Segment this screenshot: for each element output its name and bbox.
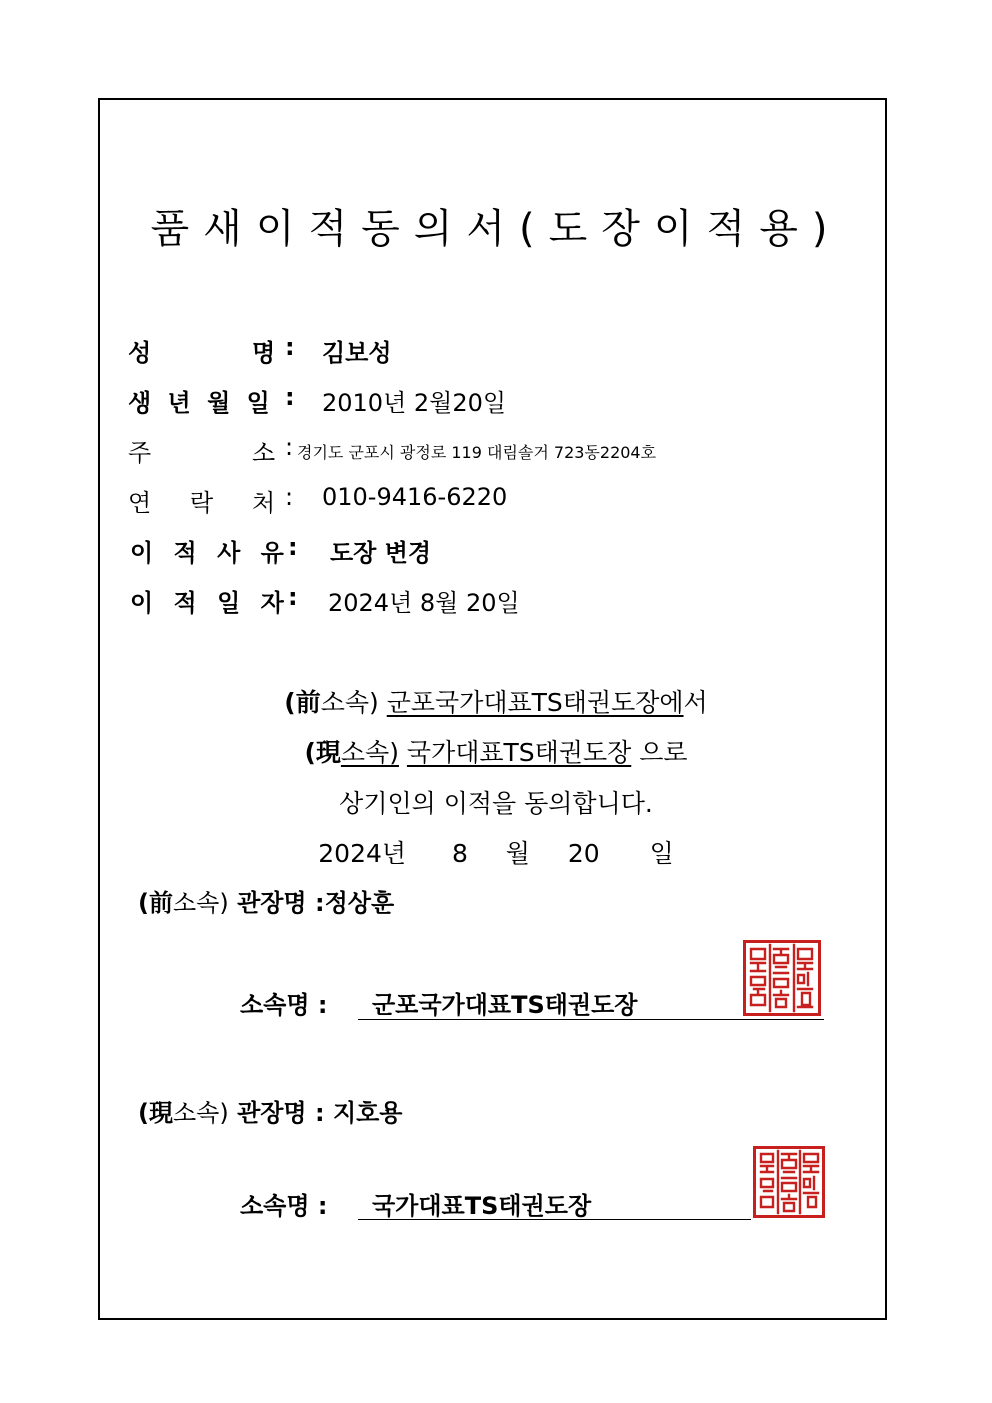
statement-date-year: 2024년 — [318, 839, 407, 868]
statement-date-month-unit: 월 — [505, 839, 530, 868]
contact-label-b: 락 — [190, 489, 214, 517]
date-label: 이 적 일 자 — [130, 589, 290, 617]
reason-value: 도장 변경 — [330, 539, 432, 567]
contact-value: 010-9416-6220 — [322, 483, 508, 511]
birth-label: 생 년 월 일 — [128, 389, 274, 417]
prev-label-hangul: 소속) — [320, 688, 379, 717]
current-head-label: 관장명 : — [237, 1099, 325, 1127]
statement-date-month: 8 — [451, 839, 468, 868]
curr-suffix: 으로 — [639, 738, 688, 767]
previous-label-hanja: (前 — [138, 889, 173, 917]
birth-colon: : — [285, 383, 295, 411]
current-head-name: 지호용 — [332, 1099, 403, 1127]
prev-label-hanja: (前 — [284, 688, 321, 717]
reason-label: 이 적 사 유 — [130, 539, 290, 567]
consent-text: 상기인의 이적을 동의합니다. — [339, 789, 653, 818]
address-colon: : — [285, 433, 294, 461]
current-dojang-seal — [753, 1146, 825, 1218]
current-org-label: 소속명 : — [240, 1192, 328, 1220]
contact-colon: : — [285, 483, 294, 511]
current-signature-line — [358, 1219, 751, 1220]
name-label-a: 성 — [128, 339, 152, 367]
statement-date-day: 20 — [567, 839, 600, 868]
name-value: 김보성 — [322, 339, 392, 367]
previous-label-hangul: 소속) — [172, 889, 229, 917]
birth-value: 2010년 2월20일 — [322, 389, 507, 417]
curr-label-hanja: (現 — [304, 738, 341, 767]
current-head-row — [138, 1093, 403, 1128]
statement-previous — [0, 683, 992, 719]
previous-org-label: 소속명 : — [240, 991, 328, 1019]
current-label-hanja: (現 — [138, 1099, 173, 1127]
address-label-a: 주 — [128, 439, 152, 467]
curr-dojang: 국가대표TS태권도장 — [406, 738, 632, 767]
address-value: 경기도 군포시 광정로 119 대림솔거 723동2204호 — [297, 443, 657, 462]
current-org-name: 국가대표TS태권도장 — [372, 1192, 592, 1220]
reason-colon: : — [288, 533, 298, 561]
previous-org-name: 군포국가대표TS태권도장 — [372, 991, 638, 1019]
name-label-b: 명 — [252, 339, 276, 367]
curr-label-hangul: 소속) — [340, 738, 399, 767]
current-label-hangul: 소속) — [172, 1099, 229, 1127]
statement-date-day-unit: 일 — [649, 839, 674, 868]
document-title: 품새이적동의서(도장이적용) — [150, 206, 842, 252]
previous-signature-line — [358, 1019, 824, 1020]
previous-head-row — [138, 883, 394, 918]
address-label-b: 소 — [252, 439, 276, 467]
previous-head-label: 관장명 : — [237, 889, 325, 917]
contact-label-c: 처 — [252, 489, 276, 517]
previous-head-name: 정상훈 — [324, 889, 395, 917]
prev-suffix: 서 — [683, 688, 708, 717]
name-colon: : — [285, 333, 295, 361]
date-colon: : — [288, 583, 298, 611]
prev-dojang: 군포국가대표TS태권도장에 — [386, 688, 684, 717]
date-value: 2024년 8월 20일 — [328, 589, 520, 617]
previous-dojang-seal — [743, 940, 821, 1016]
statement-current — [0, 733, 992, 769]
statement-date — [0, 834, 992, 870]
contact-label-a: 연 — [128, 489, 152, 517]
